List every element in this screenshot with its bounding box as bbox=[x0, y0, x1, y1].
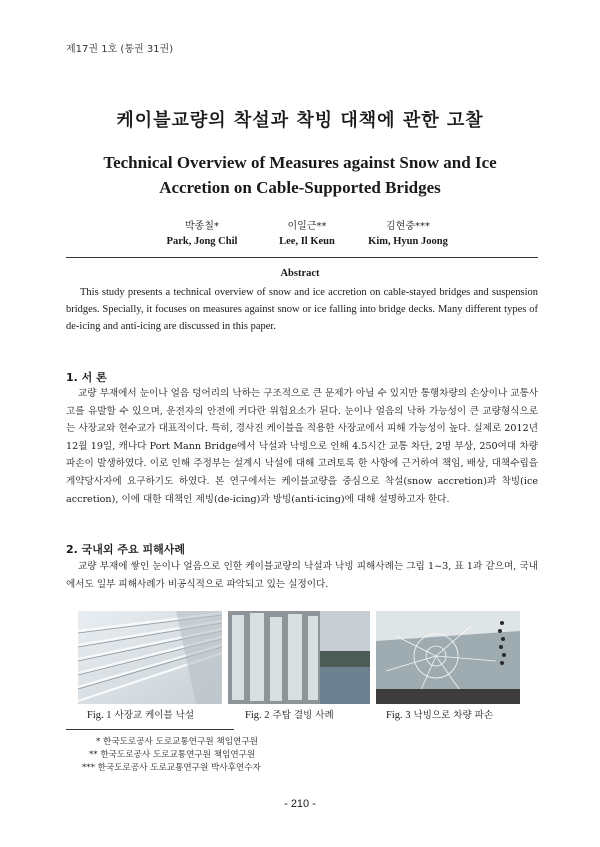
author-name-en: Kim, Hyun Joong bbox=[368, 236, 448, 247]
section-1-body: 교량 부재에서 눈이나 얼음 덩어리의 낙하는 구조적으로 큰 문제가 아닐 수 있지만 통행차량의 손상이나 교통사고를 유발할 수 있으며, 운전자의 안전에 커다란 위험요소가 된다. 눈이나 얼음의 낙하 가능성이 큰 교량형식으로는 사장교와 현수교가 대표적이다. 특히, 경사진 케이블을 적용한 사장교에서 피해 가능성이 높다. 실제로 2012년 12월 19일, 캐나다 Port Mann Bridge에서 낙설과 낙빙으로 인해 4.5시간 교통 차단, 2명 부상, 250여대 차량 파손이 발생하였다. 이로 인해 주정부는 설계시 낙설에 대해 고려토록 한 사항에 근거하여 책임, 배상, 대책수립을 게약당사자에 요구하기도 하였다. 본 연구에서는 케이블교량을 중심으로 착설(snow accretion)과 착빙(ice accretion), 이에 대한 대책인 제빙(de-icing)과 방빙(anti-icing)에 대해 설명하고자 한다. bbox=[66, 388, 538, 505]
figure-1-caption bbox=[87, 707, 194, 721]
figure-1-number: Fig. 1 bbox=[87, 710, 112, 721]
footnote-rule bbox=[66, 729, 234, 730]
abstract-heading: Abstract bbox=[280, 268, 320, 279]
header-rule bbox=[66, 257, 538, 258]
footnote-3: *** 한국도로공사 도로교통연구원 박사후연수자 bbox=[82, 763, 261, 773]
figure-2-caption bbox=[245, 707, 334, 721]
figure-2-caption-text: 주탑 결빙 사례 bbox=[272, 710, 334, 721]
section-1-heading: 1. 서 론 bbox=[66, 371, 107, 384]
figure-3-image bbox=[376, 611, 520, 704]
section-2-body: 교량 부재에 쌓인 눈이나 얼음으로 인한 케이블교량의 낙설과 낙빙 피해사례는 그림 1~3, 표 1과 같으며, 국내에서도 일부 피해사례가 비공식적으로 파악되고 있는 실정이다. bbox=[66, 561, 538, 590]
abstract-body: This study presents a technical overview of snow and ice accretion on cable-stayed bridges and suspension bridges. Specially, it focuses on measures against snow or ice falling into bridge decks. Many different types of de-icing and anti-icing are discussed in this paper. bbox=[66, 287, 538, 332]
author-name-ko: 박종칠* bbox=[185, 221, 219, 232]
author-name-ko: 김현중*** bbox=[386, 221, 430, 232]
author-3 bbox=[338, 219, 478, 249]
figure-2-number: Fig. 2 bbox=[245, 710, 270, 721]
journal-issue: 제17권 1호 (통권 31권) bbox=[66, 44, 174, 55]
figure-2-image bbox=[228, 611, 370, 704]
figure-3-caption bbox=[386, 707, 493, 721]
figure-1-image bbox=[78, 611, 222, 704]
cable-snow-photo bbox=[78, 611, 222, 704]
author-name-ko: 이일근** bbox=[287, 221, 327, 232]
footnote-2: ** 한국도로공사 도로교통연구원 책임연구원 bbox=[89, 750, 256, 760]
author-name-en: Lee, Il Keun bbox=[279, 236, 335, 247]
title-korean: 케이블교량의 착설과 착빙 대책에 관한 고찰 bbox=[116, 110, 484, 131]
windshield-damage-photo bbox=[376, 611, 520, 704]
title-english-line2: Accretion on Cable-Supported Bridges bbox=[159, 178, 441, 197]
title-english bbox=[60, 150, 540, 200]
author-name-en: Park, Jong Chil bbox=[166, 236, 238, 247]
footnote-1: * 한국도로공사 도로교통연구원 책임연구원 bbox=[96, 737, 258, 747]
title-english-line1: Technical Overview of Measures against Snow and Ice bbox=[103, 153, 497, 172]
figure-3-number: Fig. 3 bbox=[386, 710, 411, 721]
pylon-ice-photo bbox=[228, 611, 370, 704]
figure-1-caption-text: 사장교 케이블 낙설 bbox=[114, 710, 195, 721]
figure-3-caption-text: 낙빙으로 차량 파손 bbox=[413, 710, 494, 721]
section-2-heading: 2. 국내외 주요 피해사례 bbox=[66, 543, 185, 556]
page-number: - 210 - bbox=[284, 798, 316, 810]
